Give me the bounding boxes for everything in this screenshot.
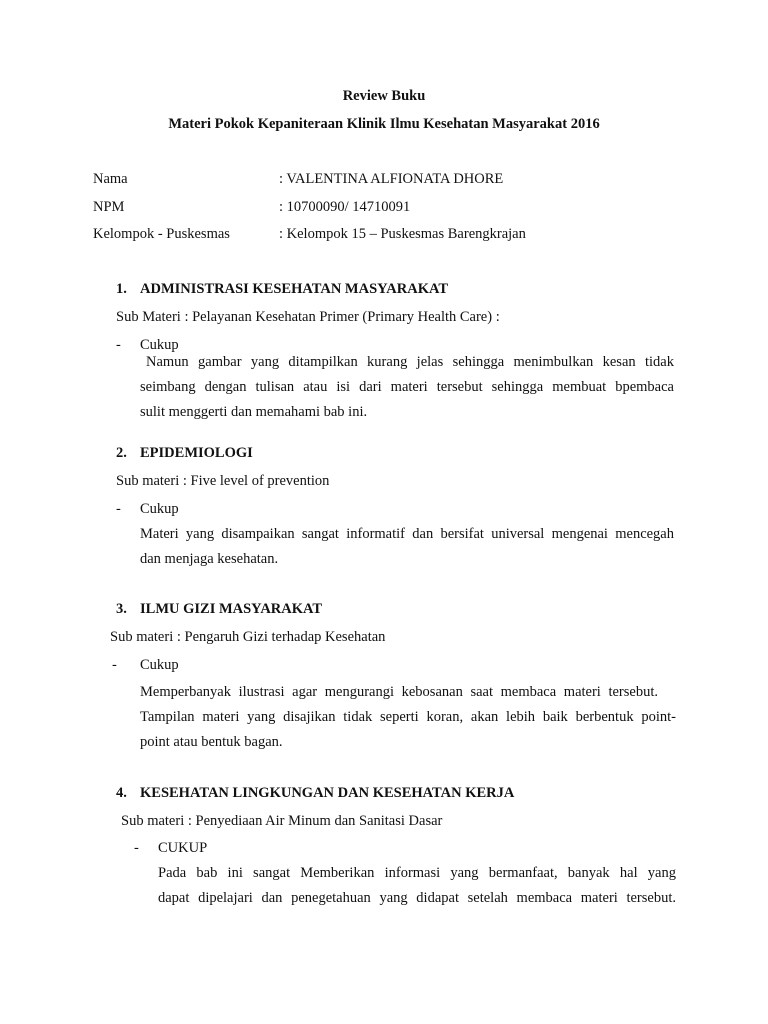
review-line: Tampilan materi yang disajikan tidak seperti koran, akan lebih baik berbentuk point- <box>140 709 676 725</box>
list-dash: - <box>116 501 121 517</box>
identity-value-name: : VALENTINA ALFIONATA DHORE <box>279 171 504 187</box>
identity-label-npm: NPM <box>93 199 125 215</box>
review-line: Namun gambar yang ditampilkan kurang jelas sehingga menimbulkan kesan tidak <box>146 354 674 370</box>
rating-text: Cukup <box>140 337 179 353</box>
sub-materi: Sub Materi : Pelayanan Kesehatan Primer (Primary Health Care) : <box>116 309 500 325</box>
review-line: Materi yang disampaikan sangat informatif dan bersifat universal mengenai mencegah <box>140 526 674 542</box>
list-dash: - <box>134 840 139 856</box>
rating-text: Cukup <box>140 657 179 673</box>
section-heading: ADMINISTRASI KESEHATAN MASYARAKAT <box>140 281 449 297</box>
review-line: sulit menggerti dan memahami bab ini. <box>140 404 368 420</box>
sub-materi: Sub materi : Penyediaan Air Minum dan Sanitasi Dasar <box>121 813 443 829</box>
section-number: 1. <box>116 281 127 297</box>
review-line: dan menjaga kesehatan. <box>140 551 279 567</box>
review-line: dapat dipelajari dan penegetahuan yang didapat setelah membaca materi tersebut. <box>158 890 676 906</box>
section-number: 2. <box>116 445 127 461</box>
document-subtitle: Materi Pokok Kepaniteraan Klinik Ilmu Kesehatan Masyarakat 2016 <box>168 116 600 132</box>
list-dash: - <box>116 337 121 353</box>
section-heading: ILMU GIZI MASYARAKAT <box>140 601 323 617</box>
review-line: Memperbanyak ilustrasi agar mengurangi kebosanan saat membaca materi tersebut. <box>140 684 658 700</box>
list-dash: - <box>112 657 117 673</box>
review-line: Pada bab ini sangat Memberikan informasi yang bermanfaat, banyak hal yang <box>158 865 676 881</box>
sub-materi: Sub materi : Pengaruh Gizi terhadap Kesehatan <box>110 629 386 645</box>
rating-text: Cukup <box>140 501 179 517</box>
identity-label-group: Kelompok - Puskesmas <box>93 226 230 242</box>
document-title: Review Buku <box>342 88 426 104</box>
identity-value-npm: : 10700090/ 14710091 <box>279 199 411 215</box>
section-number: 3. <box>116 601 127 617</box>
section-heading: EPIDEMIOLOGI <box>140 445 253 461</box>
review-line: point atau bentuk bagan. <box>140 734 283 750</box>
section-heading: KESEHATAN LINGKUNGAN DAN KESEHATAN KERJA <box>140 785 515 801</box>
identity-value-group: : Kelompok 15 – Puskesmas Barengkrajan <box>279 226 526 242</box>
rating-text: CUKUP <box>158 840 208 856</box>
review-line: seimbang dengan tulisan atau isi dari materi tersebut sehingga membuat bpembaca <box>140 379 674 395</box>
sub-materi: Sub materi : Five level of prevention <box>116 473 330 489</box>
identity-label-name: Nama <box>93 171 128 187</box>
section-number: 4. <box>116 785 127 801</box>
